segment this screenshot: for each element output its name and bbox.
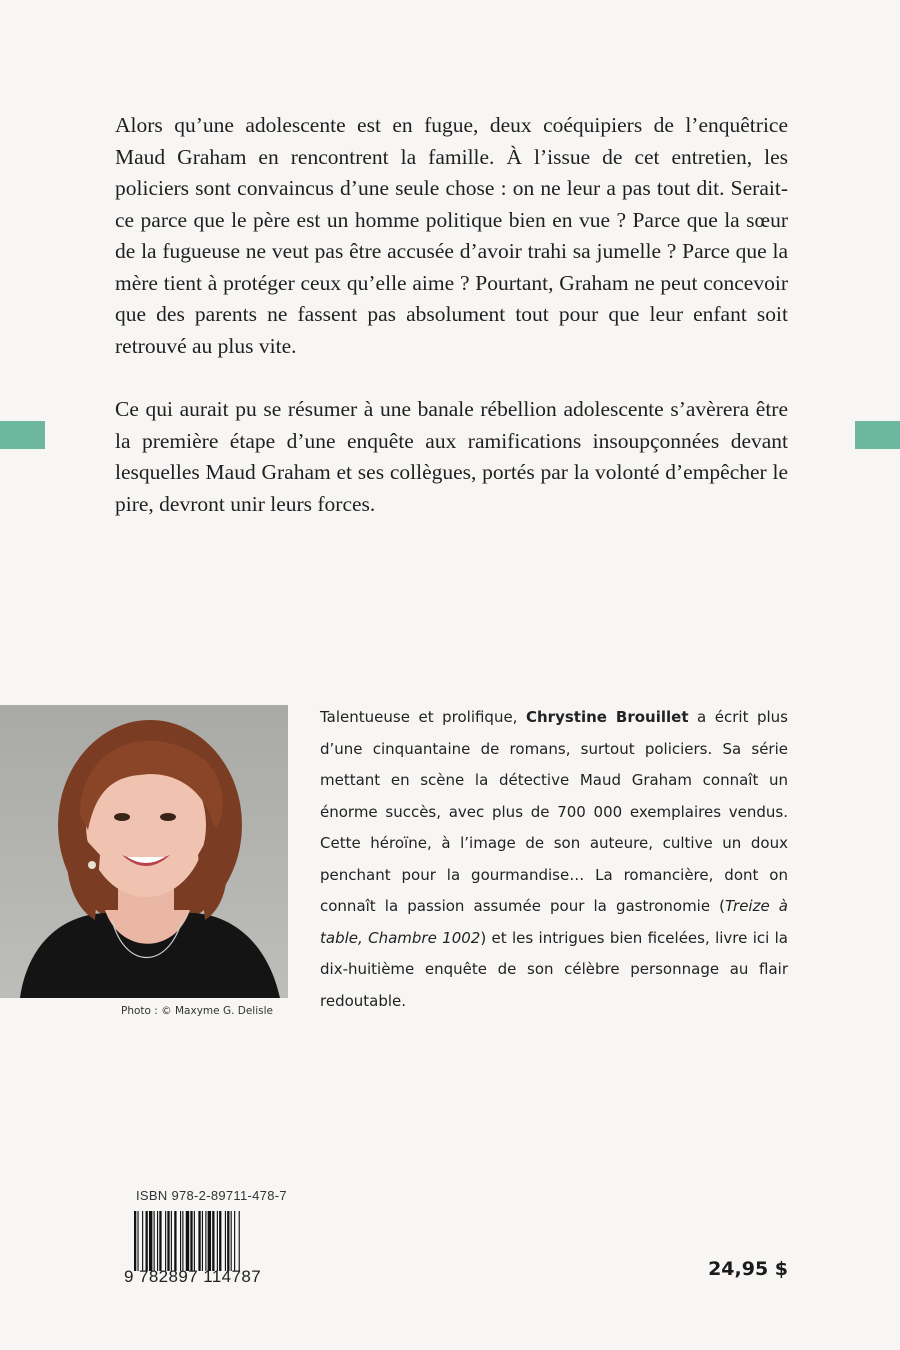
blurb-paragraph-2: Ce qui aurait pu se résumer à une banale rébellion adolescente s’avèrera être la première étape d’une enquête aux ramifications insoupçonnées devant lesquelles Maud Graham et ses collègues, portés par la volonté d’empêcher le pire, devront unir leurs forces.	[115, 397, 788, 516]
accent-bar-left	[0, 421, 45, 449]
accent-bar-right	[855, 421, 900, 449]
bio-part-1: a écrit plus d’une cinquantaine de romans, surtout policiers. Sa série mettant en scène la détective Maud Graham connaît un énorme succès, avec plus de 700 000 exemplaires vendus. Cette héroïne, à l’image de son auteure, cultive un doux penchant pour la gourmandise… La romancière, dont on connaît la passion assumée pour la gastronomie (	[320, 708, 788, 915]
barcode-bars	[134, 1211, 284, 1271]
bio-part-2: ) et les intrigues bien ficelées, livre ici la dix-huitième enquête de son célèbre personnage au flair redoutable.	[320, 928, 788, 1010]
isbn-label: ISBN 978-2-89711-478-7	[136, 1188, 287, 1203]
bio-intro: Talentueuse et prolifique,	[320, 708, 526, 726]
author-bio	[320, 702, 788, 1017]
photo-credit: Photo : © Maxyme G. Delisle	[121, 1005, 273, 1017]
author-name: Chrystine Brouillet	[525, 708, 689, 726]
book-titles: Treize à table, Chambre 1002	[320, 897, 788, 947]
back-cover-blurb	[115, 110, 788, 552]
blurb-paragraph-1: Alors qu’une adolescente est en fugue, deux coéquipiers de l’enquêtrice Maud Graham en rencontrent la famille. À l’issue de cet entretien, les policiers sont convaincus d’une seule chose : on ne leur a pas tout dit. Serait-ce parce que le père est un homme politique bien en vue ? Parce que la sœur de la fugueuse ne veut pas être accusée d’avoir trahi sa jumelle ? Parce que la mère tient à protéger ceux qu’elle aime ? Pourtant, Graham ne peut concevoir que des parents ne fassent pas absolument tout pour que leur enfant soit retrouvé au plus vite.	[115, 113, 788, 358]
barcode	[124, 1211, 289, 1289]
barcode-digits: 9 782897 114787	[124, 1267, 262, 1286]
price: 24,95 $	[708, 1258, 788, 1280]
author-photo	[0, 705, 288, 998]
